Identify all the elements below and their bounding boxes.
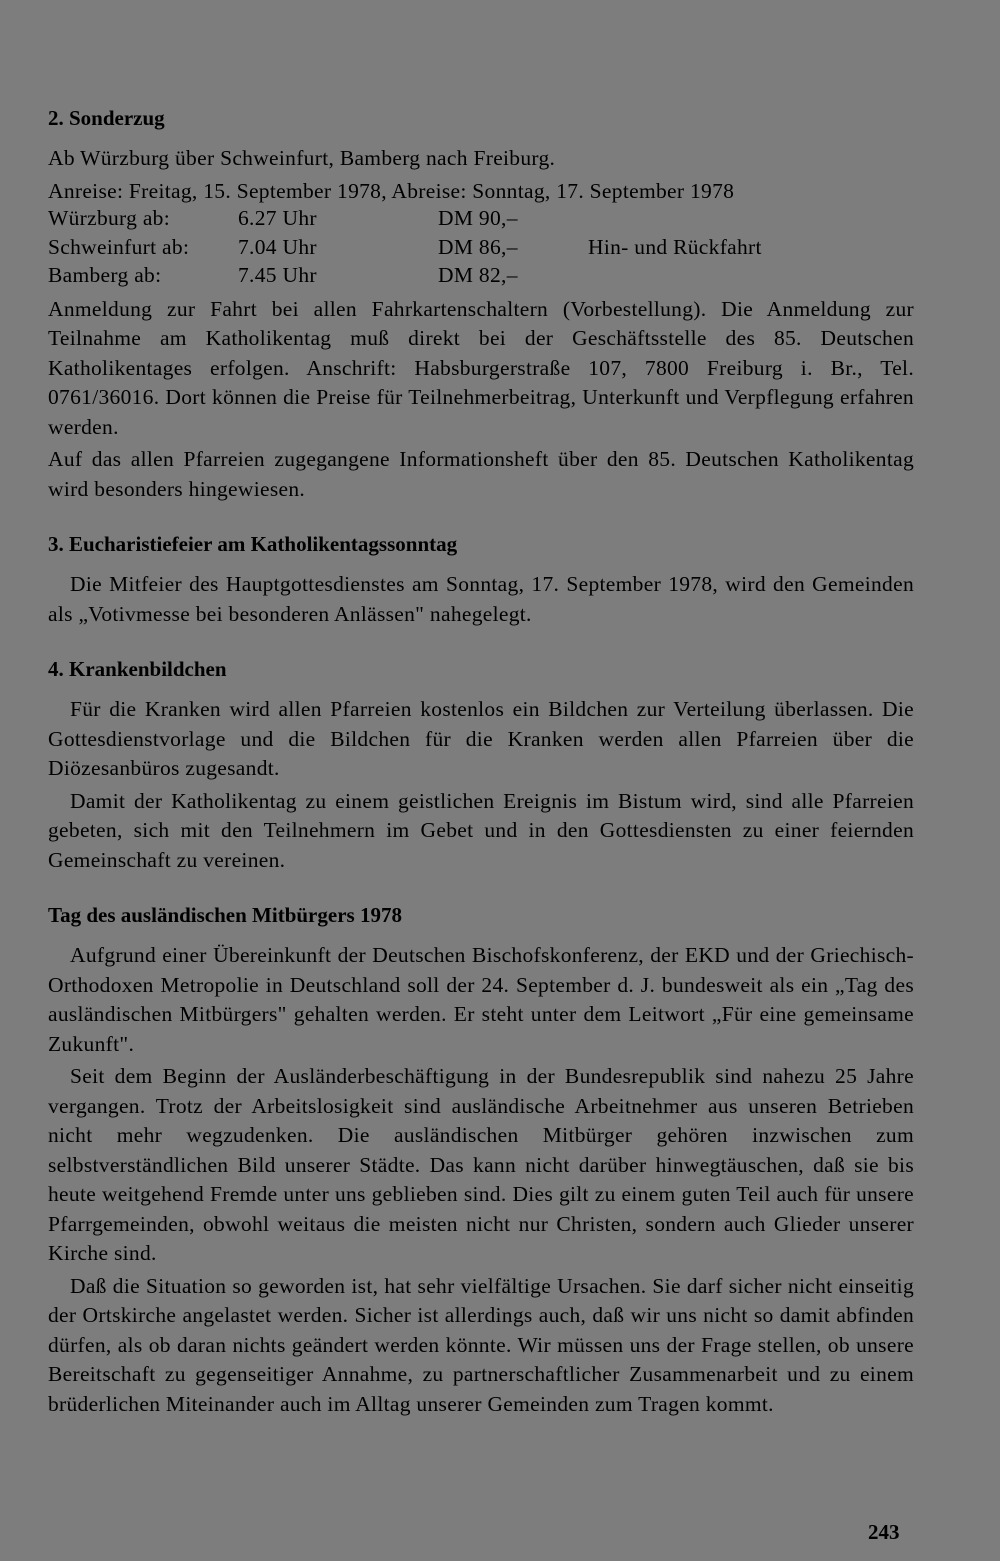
fare-price: DM 86,– [438, 234, 518, 259]
fare-station: Bamberg ab: [48, 263, 162, 287]
fare-note [588, 206, 908, 235]
fare-price: DM 90,– [438, 206, 518, 230]
fare-row [48, 235, 908, 264]
paragraph: Für die Kranken wird allen Pfarreien kostenlos ein Bildchen zur Verteilung überlassen. Die Gottesdienstvorlage und die Bildchen für die Kranken werden allen Pfarreien über die Diözesanbüros zugesandt. [48, 697, 914, 780]
section-heading-auslaendische-mitbuerger: Tag des ausländischen Mitbürgers 1978 [48, 903, 402, 927]
fare-time: 7.45 Uhr [238, 263, 317, 287]
paragraph: Damit der Katholikentag zu einem geistlichen Ereignis im Bistum wird, sind alle Pfarreien gebeten, sich mit den Teilnehmern im Gebet und in den Gottesdiensten zu einer feiernden Gemeinschaft zu vereinen. [48, 788, 914, 872]
paragraph: Seit dem Beginn der Ausländerbeschäftigung in der Bundesrepublik sind nahezu 25 Jahre vergangen. Trotz der Arbeitslosigkeit sind ausländische Arbeitnehmer aus unseren Betrieben nicht mehr wegzudenken. Die ausländischen Mitbürger gehören inzwischen zum selbstverständlichen Bild unserer Städte. Das kann nicht darüber hinwegtäuschen, daß sie bis heute weitgehend Fremde unter uns geblieben sind. Dies gilt zu einem guten Teil auch für unsere Pfarrgemeinden, obwohl weitaus die meisten nicht nur Christen, sondern auch Glieder unserer Kirche sind. [48, 1064, 914, 1265]
paragraph: Anreise: Freitag, 15. September 1978, Abreise: Sonntag, 17. September 1978 [48, 178, 735, 203]
paragraph: Auf das allen Pfarreien zugegangene Informationsheft über den 85. Deutschen Katholikentag wird besonders hingewiesen. [48, 447, 914, 501]
fare-row [48, 263, 908, 292]
paragraph: Aufgrund einer Übereinkunft der Deutschen Bischofskonferenz, der EKD und der Griechisch-Orthodoxen Metropolie in Deutschland soll der 24. September d. J. bundesweit als ein „Tag des ausländischen Mitbürgers" gehalten werden. Er steht unter dem Leitwort „Für eine gemeinsame Zukunft". [48, 943, 914, 1056]
fare-price: DM 82,– [438, 263, 518, 287]
paragraph: Die Mitfeier des Hauptgottesdienstes am Sonntag, 17. September 1978, wird den Gemeinden als „Votivmesse bei besonderen Anlässen" nahegelegt. [48, 572, 914, 626]
page-number: 243 [868, 1520, 900, 1544]
page-content [48, 104, 914, 1419]
section-heading-sonderzug: 2. Sonderzug [48, 106, 165, 130]
section-heading-eucharistiefeier: 3. Eucharistiefeier am Katholikentagssonntag [48, 532, 458, 556]
paragraph: Anmeldung zur Fahrt bei allen Fahrkartenschaltern (Vorbestellung). Die Anmeldung zur Teilnahme am Katholikentag muß direkt bei der Geschäftsstelle des 85. Deutschen Katholikentages erfolgen. Anschrift: Habsburgerstraße 107, 7800 Freiburg i. Br., Tel. 0761/36016. Dort können die Preise für Teilnehmerbeitrag, Unterkunft und Verpflegung erfahren werden. [48, 296, 914, 439]
section-heading-krankenbildchen: 4. Krankenbildchen [48, 657, 227, 681]
fare-table [48, 206, 908, 292]
fare-note [588, 263, 908, 292]
fare-station: Schweinfurt ab: [48, 234, 190, 259]
paragraph: Ab Würzburg über Schweinfurt, Bamberg nach Freiburg. [48, 146, 556, 170]
fare-row [48, 206, 908, 235]
fare-time: 7.04 Uhr [238, 234, 317, 259]
paragraph: Daß die Situation so geworden ist, hat sehr vielfältige Ursachen. Sie darf sicher nicht einseitig der Ortskirche angelastet werden. Sicher ist allerdings auch, daß wir uns nicht so damit abfinden dürfen, als ob daran nichts geändert werden könnte. Wir müssen uns der Frage stellen, ob unsere Bereitschaft zu gegenseitiger Annahme, zu partnerschaftlicher Zusammenarbeit und zu einem brüderlichen Miteinander auch im Alltag unserer Gemeinden zum Tragen kommt. [48, 1273, 914, 1416]
fare-time: 6.27 Uhr [238, 206, 317, 230]
fare-note: Hin- und Rückfahrt [588, 234, 762, 259]
fare-station: Würzburg ab: [48, 206, 171, 230]
